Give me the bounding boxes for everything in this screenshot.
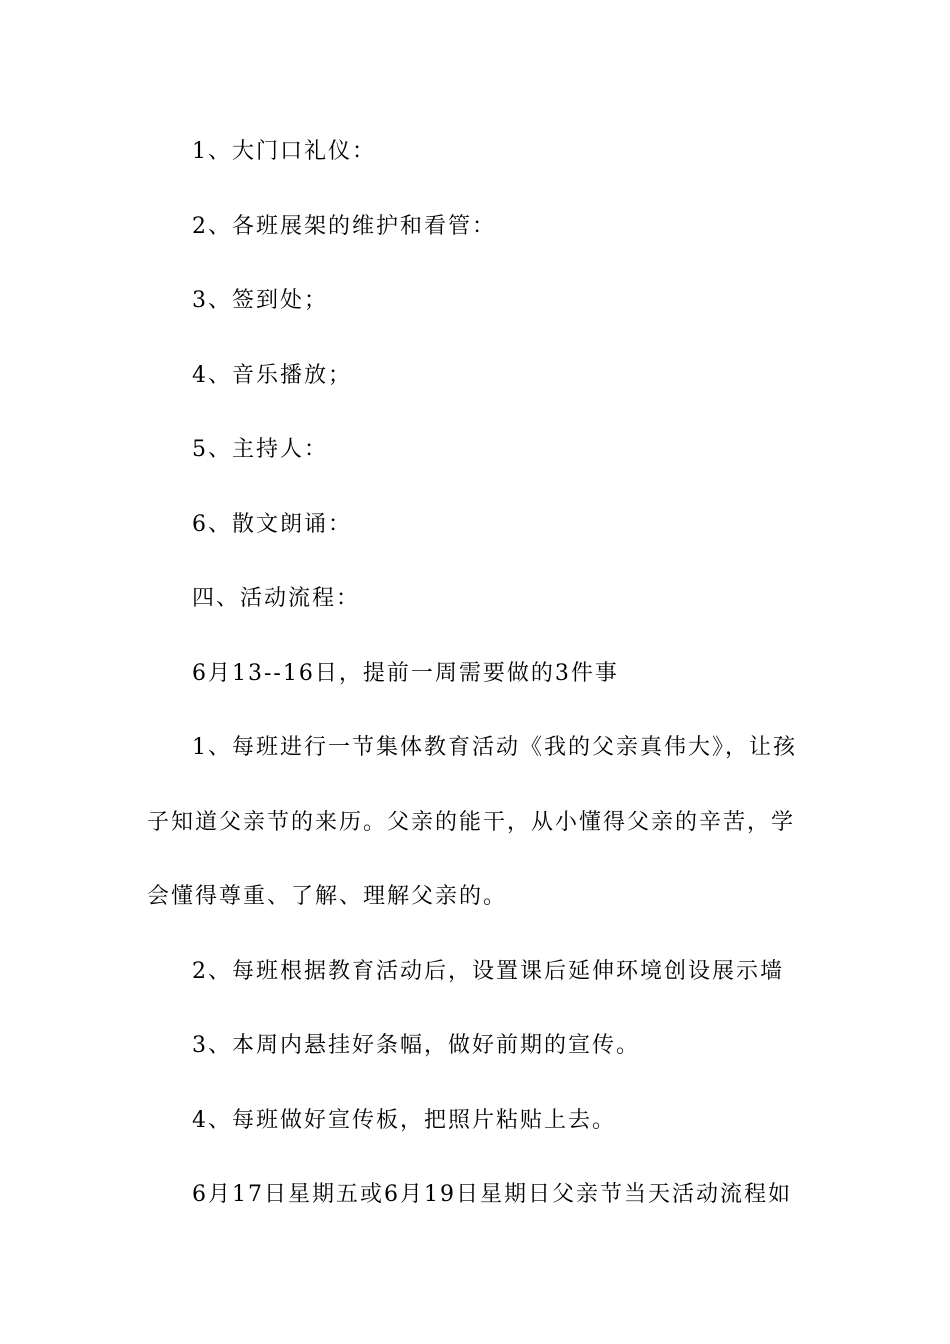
text-line: 3、签到处； bbox=[192, 288, 328, 313]
text-line: 6、散文朗诵： bbox=[192, 512, 352, 537]
text-line: 4、每班做好宣传板，把照片粘贴上去。 bbox=[192, 1108, 616, 1133]
text-line: 会懂得尊重、了解、理解父亲的。 bbox=[147, 884, 508, 909]
text-line: 1、大门口礼仪： bbox=[192, 139, 376, 164]
text-line: 2、每班根据教育活动后，设置课后延伸环境创设展示墙 bbox=[192, 959, 784, 984]
text-line: 1、每班进行一节集体教育活动《我的父亲真伟大》，让孩 bbox=[192, 735, 797, 760]
text-line: 4、音乐播放； bbox=[192, 363, 352, 388]
section-heading: 四、活动流程： bbox=[192, 586, 361, 611]
text-line: 2、各班展架的维护和看管： bbox=[192, 214, 496, 239]
text-line: 子知道父亲节的来历。父亲的能干，从小懂得父亲的辛苦，学 bbox=[147, 810, 796, 835]
text-line: 3、本周内悬挂好条幅，做好前期的宣传。 bbox=[192, 1033, 640, 1058]
text-line: 6月17日星期五或6月19日星期日父亲节当天活动流程如 bbox=[192, 1182, 792, 1207]
text-line: 5、主持人： bbox=[192, 437, 328, 462]
text-line: 6月13--16日，提前一周需要做的3件事 bbox=[192, 661, 619, 686]
